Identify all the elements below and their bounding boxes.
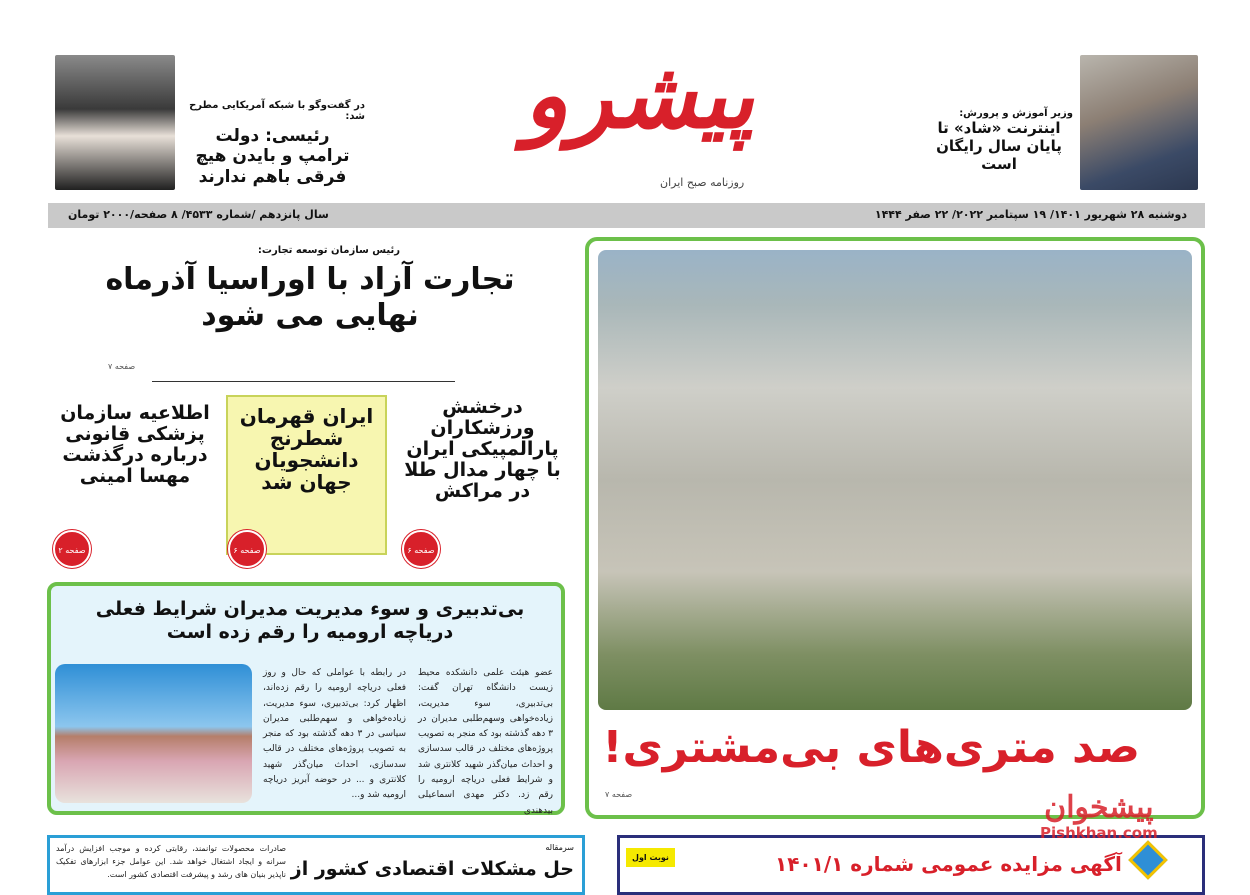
urmia-column-left: در رابطه با عواملی که حال و روز فعلی دریاچه ارومیه را رقم زده‌اند، اظهار کرد: بی‌تدبیری، سوء مدیریت، زیاده‌خواهی و سهم‌طلبی مدیران سیاسی در ۳ دهه گذشته بود که منجر به تصویب پروژه‌های مختلف در قالب سدسازی، احداث میان‌گذر شهید کلانتری و ... در حوضه آبریز دریاچه ارومیه شد و... <box>263 668 406 801</box>
ad-headline: آگهی مزایده عمومی شماره ۱۴۰۱/۱ <box>775 852 1122 876</box>
company-logo-icon <box>1128 840 1168 880</box>
tehran-city-photo[interactable] <box>598 250 1192 710</box>
brief-headline: درخشش ورزشکاران پارالمپیکی ایران با چهار مدال طلا در مراکش <box>404 396 561 502</box>
left-teaser-headline: رئیسی: دولت ترامپ و بایدن هیچ فرقی باهم ندارند <box>195 126 350 187</box>
minister-photo[interactable] <box>1080 55 1198 190</box>
date-text: دوشنبه ۲۸ شهریور ۱۴۰۱/ ۱۹ سپتامبر ۲۰۲۲/ ۲۲ صفر ۱۴۴۴ <box>874 208 1187 221</box>
badge-first-round: نوبت اول <box>626 848 675 867</box>
right-teaser-kicker: وزیر آموزش و پرورش: <box>959 108 1073 119</box>
page-badge[interactable]: صفحه ۶ <box>402 530 440 568</box>
trade-kicker: رئیس سازمان توسعه تجارت: <box>257 245 400 256</box>
trade-headline: تجارت آزاد با اوراسیا آذرماه نهایی می شود <box>105 262 515 333</box>
urmia-column-right: عضو هیئت علمی دانشکده محیط زیست دانشگاه تهران گفت: بی‌تدبیری، سوء مدیریت، زیاده‌خواهی وسهم‌طلبی مدیران در ۳ دهه گذشته بود که منجر به تصویب پروژه‌های مختلف در قالب سدسازی و احداث میان‌گذر شهید کلانتری شد و شرایط فعلی دریاچه ارومیه را رقم زد. دکتر مهدی اسماعیلی بیدهندی <box>418 668 553 816</box>
urmia-lake-photo[interactable] <box>55 664 252 803</box>
info-bar <box>48 203 1205 228</box>
editorial-headline: حل مشکلات اقتصادی کشور از <box>290 858 574 880</box>
brief-headline: اطلاعیه سازمان پزشکی قانونی درباره درگذشت مهسا امینی <box>60 402 210 487</box>
editorial-body: صادرات محصولات توانمند، رقابتی کرده و موجب افزایش درآمد سرانه و ایجاد اشتغال خواهد شد. این عوامل جزء ابزارهای تفکیک ناپذیر بنیان های رشد و پیشرفت اقتصادی کشور است. <box>56 844 286 879</box>
urmia-headline[interactable]: بی‌تدبیری و سوء مدیریت مدیران شرایط فعلی دریاچه ارومیه را رقم زده است <box>95 598 525 643</box>
editorial-kicker: سرمقاله <box>545 843 574 852</box>
brief-headline: ایران قهرمان شطرنج دانشجویان جهان شد <box>239 404 374 494</box>
masthead-subtitle: روزنامه صبح ایران <box>660 176 745 189</box>
main-page-ref: صفحه ۷ <box>605 790 633 799</box>
watermark <box>1040 792 1158 842</box>
right-teaser-headline: اینترنت «شاد» تا پایان سال رایگان است <box>936 119 1062 173</box>
page-badge[interactable]: صفحه ۲ <box>53 530 91 568</box>
issue-text: سال پانزدهم /شماره ۴۵۳۳/ ۸ صفحه/۲۰۰۰ تومان <box>68 208 329 221</box>
auction-ad-box[interactable] <box>617 835 1205 895</box>
trade-story[interactable] <box>60 245 560 334</box>
main-headline[interactable]: صد متری‌های بی‌مشتری! <box>602 722 1140 773</box>
left-teaser[interactable] <box>180 100 365 187</box>
left-teaser-kicker: در گفت‌وگو با شبکه آمریکایی مطرح شد: <box>189 100 365 122</box>
masthead-logo: پیشرو <box>519 41 774 149</box>
watermark-url: Pishkhan.com <box>1040 824 1158 842</box>
watermark-logo: پیشخوان <box>1044 790 1154 825</box>
right-teaser[interactable] <box>925 108 1073 173</box>
page-badge[interactable]: صفحه ۶ <box>228 530 266 568</box>
trade-page-ref: صفحه ۷ <box>108 362 136 371</box>
raisi-photo[interactable] <box>55 55 175 190</box>
divider <box>152 381 455 382</box>
editorial-box[interactable] <box>47 835 585 895</box>
